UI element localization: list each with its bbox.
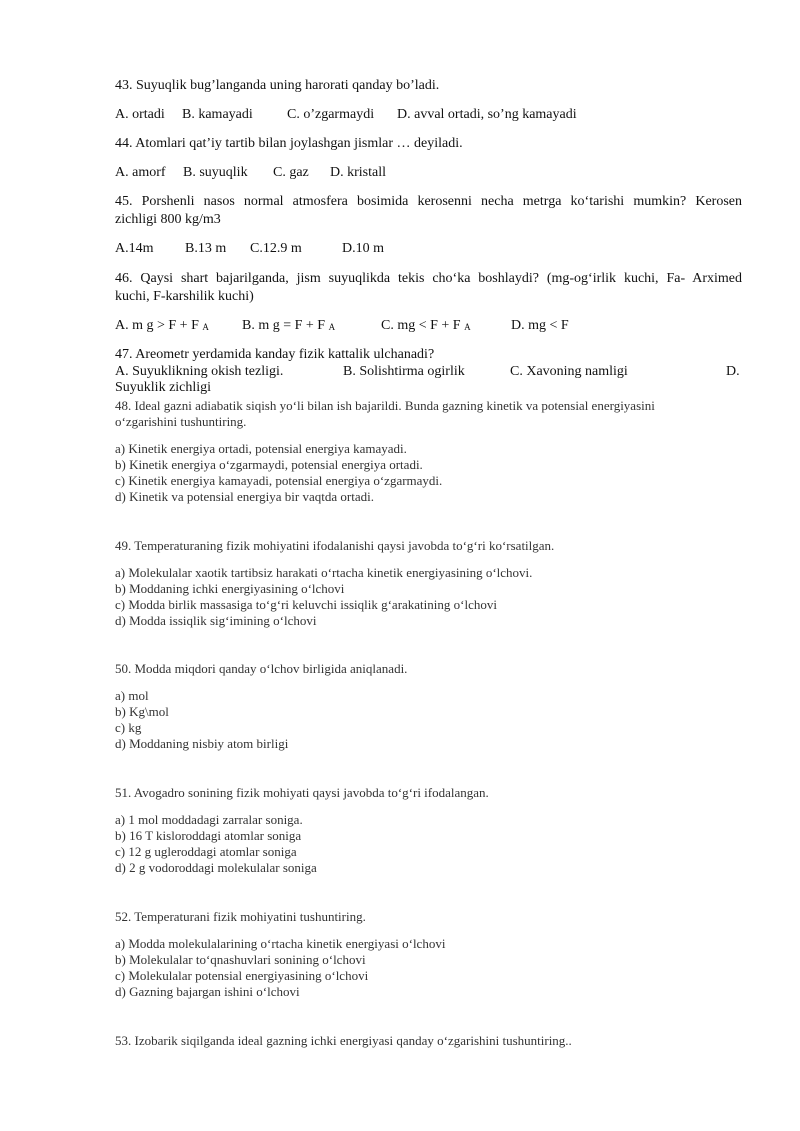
question-44: 44. Atomlari qat’iy tartib bilan joylashgan jismlar … deyiladi. — [115, 136, 463, 151]
question-53: 53. Izobarik siqilganda ideal gazning ichki energiyasi qanday o‘zgarishini tushuntiring.. — [115, 1033, 572, 1048]
option-d: D. — [726, 364, 740, 379]
question-46 — [115, 270, 742, 306]
option-d: D. mg < F — [511, 318, 569, 333]
question-50-option-d: d) Moddaning nisbiy atom birligi — [115, 736, 289, 751]
question-50-option-b: b) Kg\mol — [115, 704, 169, 719]
question-52-option-d: d) Gazning bajargan ishini o‘lchovi — [115, 984, 300, 999]
option-b: B. Solishtirma ogirlik — [343, 364, 465, 379]
question-48-option-a: a) Kinetik energiya ortadi, potensial energiya kamayadi. — [115, 441, 407, 456]
option-d: D.10 m — [342, 241, 384, 256]
question-46-line-1: 46. Qaysi shart bajarilganda, jism suyuqlikda tekis cho‘ka boshlaydi? (mg-og‘irlik kuchi, Fa- Arximed — [115, 271, 742, 286]
question-51-option-b: b) 16 T kisloroddagi atomlar soniga — [115, 828, 302, 843]
option-c: C. Xavoning namligi — [510, 364, 628, 379]
question-48-line-1: 48. Ideal gazni adiabatik siqish yo‘li bilan ish bajarildi. Bunda gazning kinetik va potensial energiyasini — [115, 398, 655, 413]
question-49-option-c: c) Modda birlik massasiga to‘g‘ri keluvchi issiqlik g‘arakatining o‘lchovi — [115, 597, 497, 612]
option-b: B. suyuqlik — [183, 165, 248, 180]
question-51-option-a: a) 1 mol moddadagi zarralar soniga. — [115, 812, 303, 827]
question-51: 51. Avogadro sonining fizik mohiyati qaysi javobda to‘g‘ri ifodalangan. — [115, 785, 489, 800]
question-50-option-c: c) kg — [115, 720, 142, 735]
option-c: C.12.9 m — [250, 241, 302, 256]
question-50: 50. Modda miqdori qanday o‘lchov birligida aniqlanadi. — [115, 661, 408, 676]
question-52: 52. Temperaturani fizik mohiyatini tushuntiring. — [115, 909, 366, 924]
option-c: C. mg < F + F A — [381, 318, 471, 333]
question-49-option-d: d) Modda issiqlik sig‘imining o‘lchovi — [115, 613, 317, 628]
question-48-option-c: c) Kinetik energiya kamayadi, potensial energiya o‘zgarmaydi. — [115, 473, 443, 488]
question-52-option-c: c) Molekulalar potensial energiyasining o‘lchovi — [115, 968, 369, 983]
question-47: 47. Areometr yerdamida kanday fizik kattalik ulchanadi? — [115, 347, 435, 362]
option-b: B.13 m — [185, 241, 227, 256]
question-49-option-a: a) Molekulalar xaotik tartibsiz harakati o‘rtacha kinetik energiyasining o‘lchovi. — [115, 565, 533, 580]
option-b: B. m g = F + F A — [242, 318, 336, 333]
option-d: D. avval ortadi, so’ng kamayadi — [397, 107, 577, 122]
question-45-line-1: 45. Porshenli nasos normal atmosfera bosimida kerosenni necha metrga ko‘tarishi mumkin? Kerosen — [115, 194, 742, 209]
question-45-line-2: zichligi 800 kg/m3 — [115, 212, 221, 227]
question-52-option-a: a) Modda molekulalarining o‘rtacha kinetik energiyasi o‘lchovi — [115, 936, 446, 951]
question-51-option-d: d) 2 g vodoroddagi molekulalar soniga — [115, 860, 317, 875]
question-50-option-a: a) mol — [115, 688, 149, 703]
option-c: C. gaz — [273, 165, 309, 180]
question-45 — [115, 193, 742, 229]
question-52-option-b: b) Molekulalar to‘qnashuvlari sonining o‘lchovi — [115, 952, 366, 967]
question-48-option-b: b) Kinetik energiya o‘zgarmaydi, potensial energiya ortadi. — [115, 457, 423, 472]
option-a: A. ortadi — [115, 107, 165, 122]
question-49: 49. Temperaturaning fizik mohiyatini ifodalanishi qaysi javobda to‘g‘ri ko‘rsatilgan. — [115, 538, 555, 553]
question-49-option-b: b) Moddaning ichki energiyasining o‘lchovi — [115, 581, 345, 596]
option-a: A. Suyuklikning okish tezligi. — [115, 364, 284, 379]
question-51-option-c: c) 12 g ugleroddagi atomlar soniga — [115, 844, 297, 859]
option-a: A.14m — [115, 241, 154, 256]
option-a: A. amorf — [115, 165, 166, 180]
question-43: 43. Suyuqlik bug’langanda uning harorati qanday bo’ladi. — [115, 78, 440, 93]
question-46-line-2: kuchi, F-karshilik kuchi) — [115, 289, 254, 304]
question-48-option-d: d) Kinetik va potensial energiya bir vaqtda ortadi. — [115, 489, 374, 504]
option-d: D. kristall — [330, 165, 386, 180]
question-47-option-d-text: Suyuklik zichligi — [115, 380, 212, 395]
option-a: A. m g > F + F A — [115, 318, 209, 333]
option-c: C. o’zgarmaydi — [287, 107, 375, 122]
option-b: B. kamayadi — [182, 107, 253, 122]
question-48-line-2: o‘zgarishini tushuntiring. — [115, 414, 247, 429]
